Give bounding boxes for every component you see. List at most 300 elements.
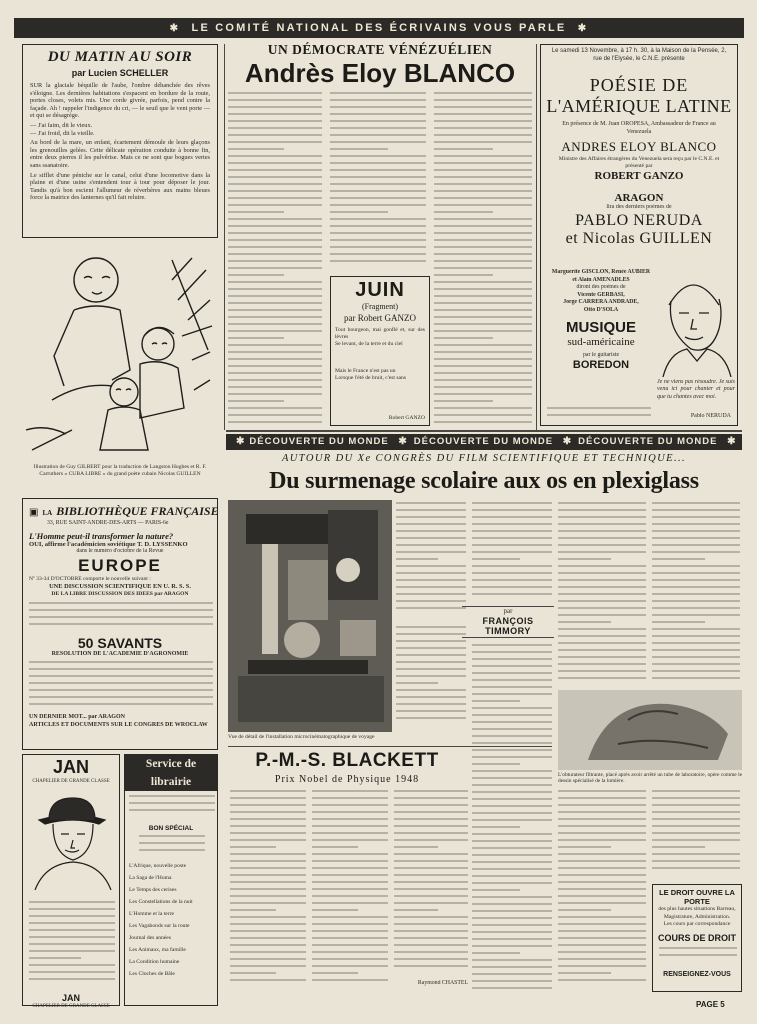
print-line [230,895,306,897]
print-line [29,950,115,952]
poesie-reader: et Alain AMENADLES [572,276,630,283]
print-line [330,169,426,171]
print-line [652,846,705,848]
print-line [29,943,115,945]
print-line [330,113,426,115]
print-line [652,614,740,616]
print-line [228,169,322,171]
print-line [330,197,426,199]
print-line [652,804,740,806]
print-line [312,944,388,946]
neruda-quote: Je ne viens pas résoudre. Je suis venu ici pour chanter et pour que tu chantes avec moi. [657,379,735,400]
print-line [472,530,552,532]
print-line [228,414,322,416]
print-line [652,502,740,504]
print-line [312,881,388,883]
poesie-readers [547,269,655,371]
print-line [652,642,740,644]
print-line [394,797,468,799]
print-line [330,253,426,255]
print-line [472,917,552,919]
poesie-title-1: POÉSIE DE [589,75,689,95]
print-line [330,239,426,241]
print-line [228,302,322,304]
decouverte-band-label: DÉCOUVERTE DU MONDE [413,436,554,447]
print-line [472,721,552,723]
droit-title: LE DROIT OUVRE LA PORTE [659,888,735,906]
print-line [312,860,388,862]
print-line [434,323,532,325]
print-line [228,372,322,374]
print-line [228,92,322,94]
print-line [472,938,552,940]
print-line [29,915,115,917]
print-line [472,959,552,961]
print-line [312,797,388,799]
print-line [230,972,276,974]
print-line [228,162,322,164]
print-line [228,316,322,318]
poesie-guitar: par le guitariste [582,351,620,358]
section-rule [228,746,552,747]
print-line [434,302,532,304]
print-line [396,523,466,525]
morning-paragraph: SUR la glaciale béquille de l'aube, l'ombre déhanchée des rêves s'éloigne. Les dernières habitations s'espacent en bordure de la route, portes closes, volets mis. Une corde givrée, parfois, pend contre la façade. Ah ! rappeler l'indigence du cri, — le seuil que le vent porte — et qui se désagrège. [30,82,210,120]
print-line [228,421,322,423]
print-line [396,717,466,719]
print-line [330,141,426,143]
print-line [230,867,306,869]
print-line [472,791,552,793]
bibliotheque-box [22,498,218,750]
print-line [29,901,115,903]
print-line [434,407,532,409]
poesie-title-2: L'AMÉRIQUE LATINE [546,96,732,116]
print-line [472,544,552,546]
print-line [652,649,740,651]
print-line [472,586,552,588]
print-line [396,675,466,677]
print-line [230,902,306,904]
print-line [139,842,205,844]
bibliotheque-articles: ARTICLES ET DOCUMENTS SUR LE CONGRÈS DE WROCLAW [29,721,208,728]
print-line [558,593,646,595]
print-line [29,964,115,966]
print-line [394,790,468,792]
print-line [228,141,322,143]
print-line [230,874,306,876]
poesie-reader: Otto D'SOLA [583,306,619,313]
print-line [659,947,737,949]
print-line [228,323,322,325]
savants-toc [29,661,213,711]
print-line [434,218,532,220]
print-line [434,351,532,353]
print-line [29,689,213,691]
librairie-item[interactable]: Le Temps des cerises [129,887,177,893]
print-line [434,379,532,381]
print-line [472,952,520,954]
print-line [394,930,468,932]
print-line [312,979,388,981]
poesie-musique-sub: sud-américaine [567,335,635,348]
print-line [394,916,468,918]
poesie-name-ganzo: ROBERT GANZO [594,170,684,182]
print-line [472,763,520,765]
print-line [434,225,532,227]
print-line [29,602,213,604]
print-line [29,978,115,980]
print-line [394,937,468,939]
print-line [558,607,646,609]
print-line [228,190,322,192]
print-line [434,246,532,248]
blanco-text-column-2 [330,92,426,272]
figures-drawing [22,240,218,462]
print-line [558,825,646,827]
librairie-item[interactable]: Les Animaux, ma famille [129,947,186,953]
print-line [434,316,532,318]
decouverte-column-2 [396,626,466,730]
print-line [394,867,468,869]
print-line [312,930,388,932]
print-line [652,825,740,827]
europe-toc [29,602,213,632]
print-line [652,593,740,595]
print-line [330,218,426,220]
print-line [330,92,426,94]
print-line [29,957,81,959]
jan-footer-sub: CHAPELIER DE GRANDE CLASSE [32,1003,110,1009]
poesie-date: Le samedi 13 Novembre, à 17 h. 30, à la Maison de la Pensée, 2, rue de l'Elysée, le C.N.E. présente [551,48,727,62]
print-line [228,246,322,248]
star-icon: ✱ [562,436,573,447]
section-rule [226,430,742,432]
print-line [312,846,358,848]
print-line [312,832,388,834]
decouverte-column-7 [652,790,740,880]
librairie-item[interactable]: L'Afrique, nouvelle poste [129,863,187,869]
print-line [396,600,466,602]
blanco-title: Andrès Eloy BLANCO [244,58,516,88]
print-line [558,867,646,869]
print-line [228,274,284,276]
print-line [29,682,213,684]
microcinema-photo [228,500,392,732]
print-line [434,183,532,185]
column-rule [536,44,537,430]
print-line [228,400,284,402]
print-line [230,951,306,953]
print-line [228,211,284,213]
print-line [434,99,532,101]
print-line [472,889,520,891]
print-line [434,169,532,171]
print-line [472,924,552,926]
print-line [652,663,740,665]
decouverte-column-1 [396,502,466,614]
print-line [547,414,651,416]
juin-verse: Se levant, de la terre et du ciel [335,341,403,347]
print-line [312,825,388,827]
print-line [312,874,388,876]
print-line [558,846,611,848]
newspaper-page [14,14,744,1014]
print-line [472,826,520,828]
print-line [434,365,532,367]
print-line [228,239,322,241]
print-line [228,134,322,136]
star-icon: ✱ [236,436,246,447]
print-line [652,544,740,546]
print-line [394,888,468,890]
print-line [330,204,426,206]
print-line [434,330,532,332]
print-line [228,309,322,311]
jan-box [22,754,120,1009]
juin-verses [331,327,429,407]
print-line [472,819,552,821]
print-line [558,537,646,539]
print-line [558,663,646,665]
print-line [558,930,646,932]
jan-list [29,901,115,987]
print-line [434,127,532,129]
print-line [434,197,532,199]
print-line [472,875,552,877]
print-line [396,558,438,560]
print-line [558,790,646,792]
print-line [230,797,306,799]
print-line [228,351,322,353]
print-line [330,106,426,108]
morning-box [22,44,218,238]
print-line [558,523,646,525]
blackett-title: P.-M.-S. BLACKETT [255,750,439,771]
juin-sub: (Fragment) [362,302,398,311]
print-line [558,516,646,518]
print-line [330,148,388,150]
savants-resolution: RÉSOLUTION DE L'ACADÉMIE D'AGRONOMIE [51,650,189,657]
print-line [652,579,740,581]
librairie-item[interactable]: La Saga de l'Huma [129,875,172,881]
librairie-item[interactable]: Les Constellations de la nuit [129,899,193,905]
print-line [659,954,737,956]
print-line [434,421,532,423]
print-line [434,190,532,192]
print-line [394,909,438,911]
print-line [230,881,306,883]
print-line [434,393,532,395]
juin-author: par Robert GANZO [344,313,416,323]
print-line [228,253,322,255]
print-line [472,896,552,898]
print-line [396,703,466,705]
decouverte-column-5 [652,502,740,686]
column-rule [224,44,225,430]
print-line [652,860,740,862]
decouverte-column-3b [472,644,552,994]
print-line [394,818,468,820]
librairie-items [125,860,217,980]
print-line [29,623,213,625]
morning-title: DU MATIN AU SOIR [47,49,193,65]
print-line [29,609,213,611]
poesie-reader: Marguerite GISCLON, Renée AUBIER [551,269,651,275]
print-line [228,260,322,262]
print-line [472,805,552,807]
print-line [230,846,276,848]
print-line [558,649,646,651]
print-line [434,372,532,374]
print-line [472,658,552,660]
librairie-title: Service de librairie [125,755,217,791]
star-icon: ✱ [577,23,589,34]
print-line [228,155,322,157]
poster-footnote [547,407,651,421]
print-line [230,937,306,939]
print-line [652,867,740,869]
print-line [396,647,466,649]
print-line [230,944,306,946]
print-line [434,281,532,283]
print-line [472,980,552,982]
print-line [472,679,552,681]
print-line [472,523,552,525]
print-line [472,903,552,905]
print-line [652,832,740,834]
print-line [312,923,388,925]
print-line [29,936,115,938]
librairie-item[interactable]: Les Vagabonds sur la route [129,923,190,929]
blanco-text-column-3 [434,92,532,428]
hand-caption: L'obturateur filtrante, placé après avoir arrêté un tube de laboratoire, opère comme le dessin spécialisé de la lumière. [558,772,742,785]
print-line [558,832,646,834]
europe-title: EUROPE [78,555,162,575]
print-line [394,832,468,834]
poesie-reader: Jorge CARRERA ANDRADE, [563,299,639,306]
librairie-item[interactable]: La Condition humaine [129,959,180,965]
print-line [652,790,740,792]
print-line [29,696,213,698]
blackett-sub: Prix Nobel de Physique 1948 [274,774,420,785]
print-line [558,544,646,546]
print-line [228,337,284,339]
print-line [230,965,306,967]
morning-paragraph: Au bord de la mare, un enfant, écartement démoule de leurs glaçons les grenouilles gelées. Cette délicate opération conduite à bonne fin, entre deux pierres il les pulvérise. Mais ce ne sont que bogues vertes sans ssanatoire. [30,139,210,169]
print-line [228,344,322,346]
print-line [652,551,740,553]
print-line [558,895,646,897]
print-line [396,502,466,504]
print-line [330,225,426,227]
print-line [29,703,213,705]
print-line [434,267,532,269]
print-line [396,626,466,628]
print-line [228,183,322,185]
print-line [558,853,646,855]
print-line [652,811,740,813]
print-line [434,260,532,262]
print-line [228,127,322,129]
timmory-byline [462,606,554,638]
poesie-reader: Vicente GERBASI, [577,291,625,298]
blackett-column-3 [394,790,468,978]
decouverte-band [226,434,742,450]
print-line [558,797,646,799]
print-line [558,874,646,876]
print-line [652,628,740,630]
print-line [472,784,552,786]
microcinema-caption: Vue de détail de l'installation microcinématographique de voyage [228,734,375,740]
print-line [558,944,646,946]
decouverte-column-3 [472,502,552,602]
librairie-bon-lines [139,835,205,857]
print-line [330,183,426,185]
librairie-item[interactable]: Journal des années [129,935,171,941]
print-line [434,176,532,178]
print-line [472,516,552,518]
print-line [29,929,115,931]
droit-renseignez: RENSEIGNEZ-VOUS [663,970,731,978]
librairie-item[interactable]: L'Homme et la terre [129,911,174,917]
jan-footer: JAN [61,992,80,1003]
poesie-name-guillen: et Nicolas GUILLEN [565,229,713,247]
print-line [312,965,388,967]
print-line [394,895,468,897]
print-line [652,635,740,637]
print-line [396,530,466,532]
print-line [558,670,646,672]
print-line [558,839,646,841]
print-line [558,951,646,953]
print-line [472,777,552,779]
blackett-signature: Raymond CHASTEL [417,980,468,986]
europe-line: UNE DISCUSSION SCIENTIFIQUE EN U. R. S. S. [49,583,191,591]
print-line [228,365,322,367]
print-line [434,92,532,94]
print-line [558,888,646,890]
print-line [434,309,532,311]
print-line [29,661,213,663]
print-line [228,330,322,332]
print-line [394,951,468,953]
poesie-name-neruda: PABLO NERUDA [575,211,703,229]
print-line [230,909,276,911]
librairie-item[interactable]: Les Cloches de Bâle [129,971,175,977]
print-line [312,972,358,974]
print-line [394,846,438,848]
print-line [434,400,493,402]
print-line [312,902,388,904]
print-line [472,693,552,695]
print-line [472,882,552,884]
decouverte-band-label: DÉCOUVERTE DU MONDE [578,436,718,447]
print-line [228,358,322,360]
print-line [230,825,306,827]
microscope-image [228,500,392,732]
print-line [230,916,306,918]
print-line [558,635,646,637]
morning-author: par Lucien SCHELLER [71,68,169,78]
decouverte-column-6 [558,790,646,990]
print-line [330,246,426,248]
print-line [558,958,646,960]
print-line [472,686,552,688]
print-line [228,232,322,234]
print-line [558,937,646,939]
droit-line: Magistrature, Administration. [663,913,731,920]
